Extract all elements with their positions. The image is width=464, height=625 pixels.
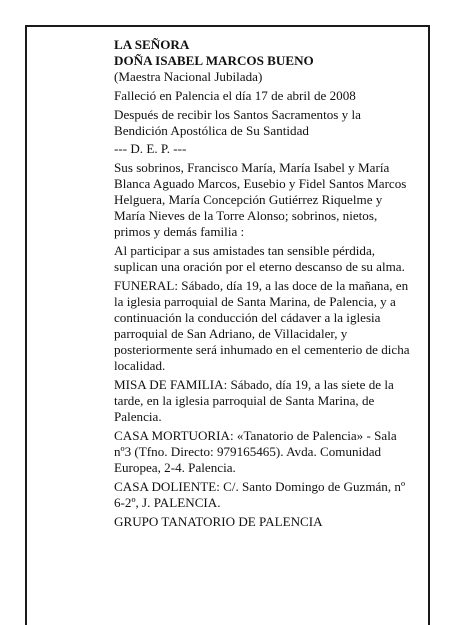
mass-paragraph: MISA DE FAMILIA: Sábado, día 19, a las siete de la tarde, en la iglesia parroquial de Santa Marina, de Palencia. [114,377,394,425]
request-paragraph: Al participar a sus amistades tan sensible pérdida, suplican una oración por el eterno descanso de su alma. [114,243,405,275]
mortuary-paragraph: CASA MORTUORIA: «Tanatorio de Palencia» - Sala nº3 (Tfno. Directo: 979165465). Avda. Comunidad Europea, 2-4. Palencia. [114,427,397,476]
family-paragraph: Sus sobrinos, Francisco María, María Isabel y María Blanca Aguado Marcos, Eusebio y Fidel Santos Marcos Helguera, María Concepción Gutiérrez Riquelme y María Nieves de la Torre Alonso; sobrinos, nietos, primos y demás familia : [114,160,407,240]
sacraments-paragraph: Después de recibir los Santos Sacramentos y la Bendición Apostólica de Su Santidad [114,106,361,138]
group-line: GRUPO TANATORIO DE PALENCIA [114,513,323,529]
obituary-text [114,37,414,532]
house-paragraph: CASA DOLIENTE: C/. Santo Domingo de Guzmán, nº 6-2º, J. PALENCIA. [114,478,406,510]
funeral-paragraph: FUNERAL: Sábado, día 19, a las doce de la mañana, en la iglesia parroquial de Santa Marina, de Palencia, y a continuación la conducción del cádaver a la iglesia parroquial de San Adriano, de Villacidaler, y posteriormente será inhumado en el cementerio de dicha localidad. [114,277,410,374]
death-line: Falleció en Palencia el día 17 de abril de 2008 [114,87,356,103]
dep-line: --- D. E. P. --- [114,141,187,157]
notice-subtitle: (Maestra Nacional Jubilada) [114,69,263,85]
notice-title-line1: LA SEÑORA [114,37,190,52]
notice-title-line2: DOÑA ISABEL MARCOS BUENO [114,53,314,69]
